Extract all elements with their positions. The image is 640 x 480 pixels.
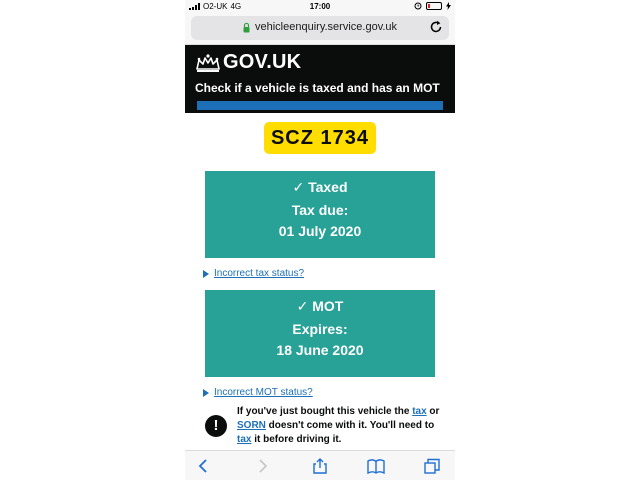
share-icon[interactable]: [311, 458, 329, 474]
url-field[interactable]: [191, 16, 449, 40]
clock: 17:00: [309, 2, 331, 11]
carrier-name: O2-UK: [203, 2, 228, 11]
phone-screen: [185, 0, 455, 480]
tax-due-date: 01 July 2020: [278, 223, 362, 239]
warning-message: [237, 405, 445, 447]
warning-part-3: doesn't come with it. You'll need to: [265, 420, 435, 431]
warning-icon: !: [205, 415, 227, 437]
url-text: vehicleenquiry.service.gov.uk: [255, 21, 398, 33]
forward-icon[interactable]: [253, 458, 271, 474]
service-name[interactable]: Check if a vehicle is taxed and has an MOT: [195, 81, 440, 95]
tabs-icon[interactable]: [423, 458, 441, 474]
crown-icon[interactable]: [195, 53, 221, 73]
mot-expiry-date: 18 June 2020: [276, 342, 364, 358]
battery-icon: [426, 2, 442, 10]
mot-status: ✓ MOT: [296, 298, 344, 314]
status-right: [414, 2, 451, 10]
network-type: 4G: [230, 2, 242, 11]
incorrect-mot-details[interactable]: [203, 387, 313, 398]
incorrect-mot-link[interactable]: Incorrect MOT status?: [214, 387, 313, 398]
tax-link-2[interactable]: tax: [237, 434, 252, 445]
sorn-link[interactable]: SORN: [237, 420, 266, 431]
govuk-logo-text[interactable]: GOV.UK: [223, 51, 302, 73]
mot-status-panel: [205, 290, 435, 377]
reload-icon[interactable]: [429, 20, 443, 34]
browser-toolbar: [185, 450, 455, 480]
back-icon[interactable]: [195, 458, 213, 474]
browser-address-bar: [185, 14, 455, 45]
warning-part-1: If you've just bought this vehicle the: [237, 406, 413, 417]
incorrect-tax-link[interactable]: Incorrect tax status?: [214, 268, 305, 279]
tax-due-label: Tax due:: [291, 202, 349, 218]
warning-part-2: or: [426, 406, 440, 417]
registration-plate: SCZ 1734: [264, 122, 376, 154]
header-blue-bar: [197, 101, 443, 110]
lock-icon: [243, 22, 250, 33]
tax-status: ✓ Taxed: [292, 179, 348, 195]
charging-icon: [446, 2, 451, 10]
tax-link-1[interactable]: tax: [412, 406, 427, 417]
bookmarks-icon[interactable]: [367, 458, 385, 474]
tax-status-panel: [205, 171, 435, 258]
disclosure-triangle-icon: [203, 270, 209, 278]
disclosure-triangle-icon: [203, 389, 209, 397]
warning-part-4: it before driving it.: [251, 434, 342, 445]
incorrect-tax-details[interactable]: [203, 268, 304, 279]
status-bar: [185, 0, 455, 14]
mot-expires-label: Expires:: [292, 321, 348, 337]
alarm-icon: [414, 2, 422, 10]
